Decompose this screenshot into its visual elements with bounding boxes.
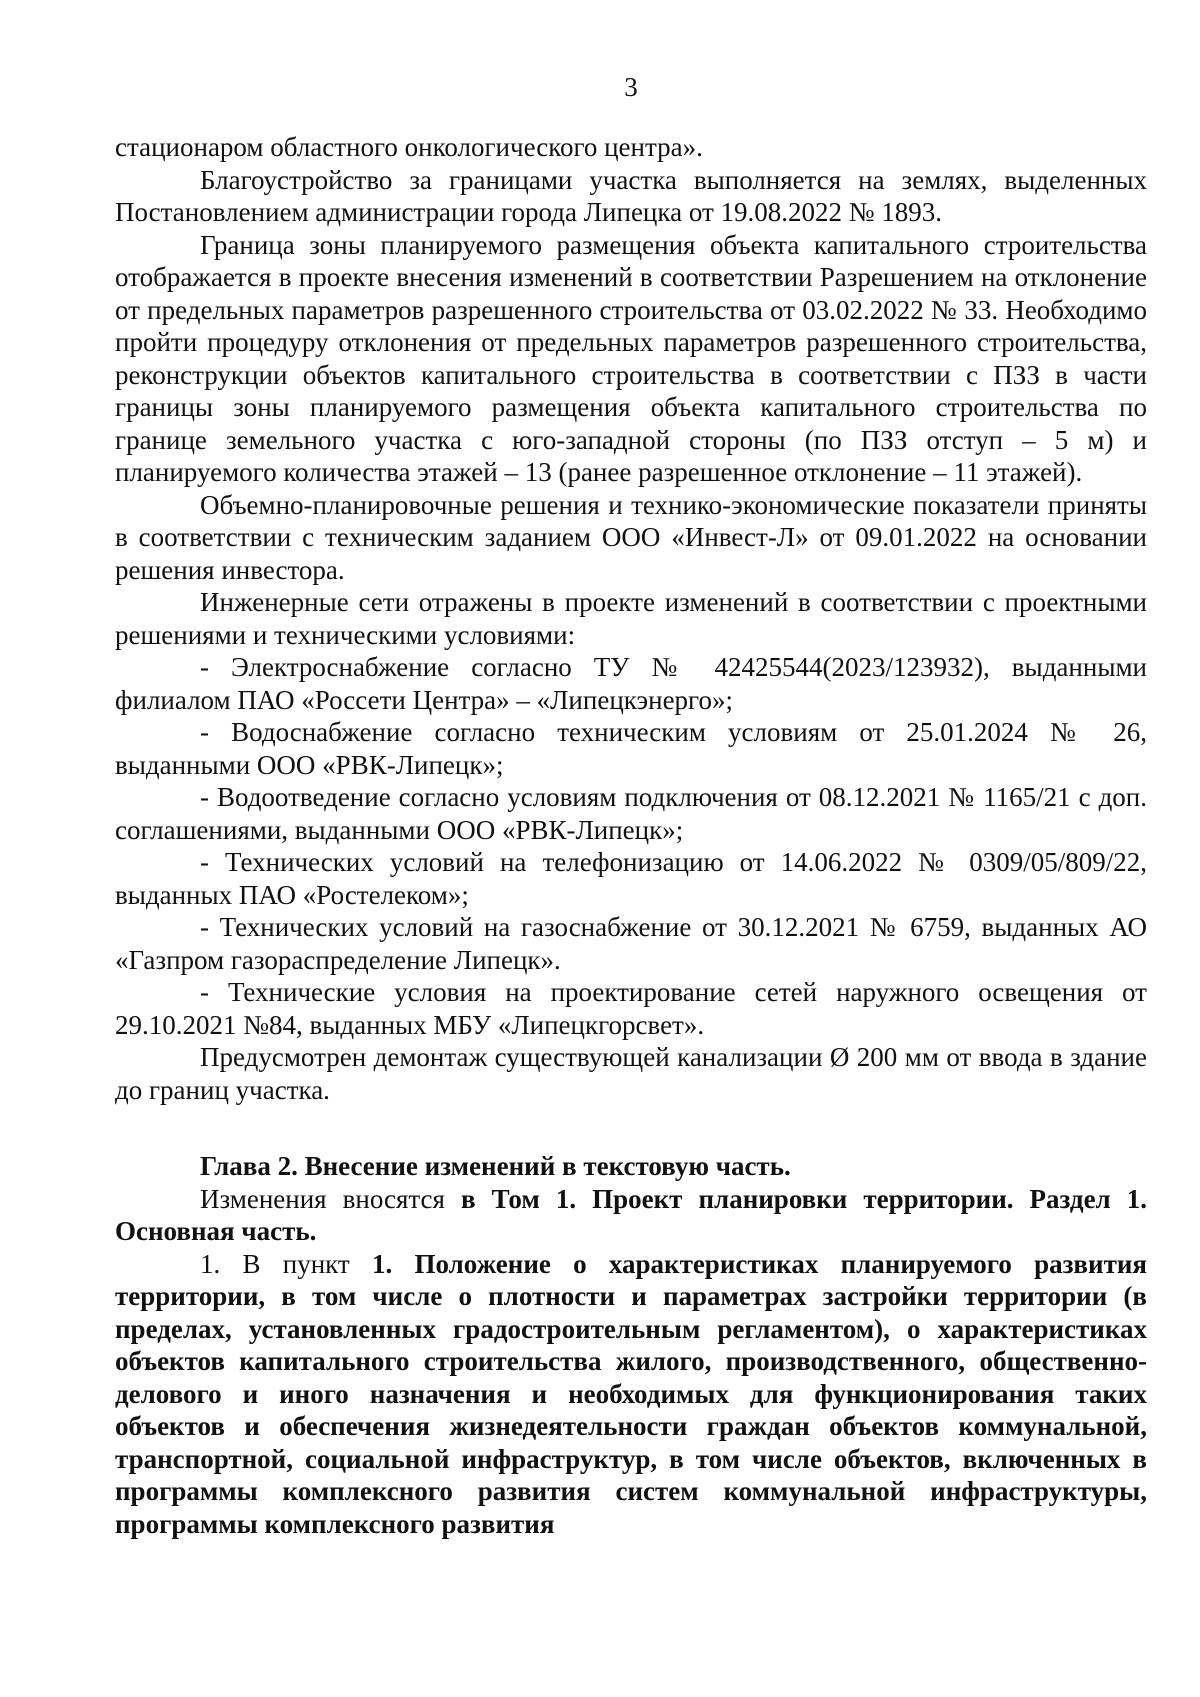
- chapter-intro: [115, 1183, 1147, 1248]
- list-item-sewerage: - Водоотведение согласно условиям подключения от 08.12.2021 № 1165/21 с доп. соглашениями, выданными ООО «РВК-Липецк»;: [115, 782, 1147, 845]
- list-item-street-lighting: - Технические условия на проектирование сетей наружного освещения от 29.10.2021 №84, выданных МБУ «Липецкгорсвет».: [115, 977, 1147, 1040]
- list-item-water-supply: - Водоснабжение согласно техническим условиям от 25.01.2024 № 26, выданными ООО «РВК-Липецк»;: [115, 717, 1147, 780]
- page-number: 3: [624, 72, 638, 102]
- list-item-electricity: - Электроснабжение согласно ТУ № 42425544(2023/123932), выданными филиалом ПАО «Россети Центра» – «Липецкэнерго»;: [115, 652, 1147, 715]
- chapter-intro-volume: в Том 1. Проект планировки территории. Раздел 1. Основная часть.: [115, 1183, 1147, 1246]
- paragraph-planning-solutions: Объемно-планировочные решения и технико-экономические показатели приняты в соответствии с техническим заданием ООО «Инвест-Л» от 09.01.2022 на основании решения инвестора.: [115, 489, 1147, 585]
- chapter-item-1-title: 1. Положение о характеристиках планируемого развития территории, в том числе о плотности и параметрах застройки территории (в пределах, установленных градостроительным регламентом), о характеристиках объектов капитального строительства жилого, производственного, общественно-делового и иного назначения и необходимых для функционирования таких объектов и обеспечения жизнедеятельности граждан объектов коммунальной, транспортной, социальной инфраструктур, в том числе объектов, включенных в программы комплексного развития систем коммунальной инфраструктуры, программы комплексного развития: [115, 1248, 1148, 1539]
- chapter-heading: Глава 2. Внесение изменений в текстовую часть.: [200, 1151, 791, 1181]
- chapter-item-1-prefix: 1. В пункт: [200, 1248, 372, 1279]
- document-page: [115, 72, 1147, 1540]
- paragraph-continuation: стационаром областного онкологического центра».: [115, 132, 703, 162]
- paragraph-landscaping: Благоустройство за границами участка выполняется на землях, выделенных Постановлением администрации города Липецка от 19.08.2022 № 1893.: [115, 164, 1147, 227]
- spacer: [115, 1106, 1147, 1150]
- list-item-gas-supply: - Технических условий на газоснабжение от 30.12.2021 № 6759, выданных АО «Газпром газораспределение Липецк».: [115, 912, 1147, 975]
- paragraph-engineering-networks: Инженерные сети отражены в проекте изменений в соответствии с проектными решениями и техническими условиями:: [115, 587, 1147, 650]
- paragraph-zone-boundary: Граница зоны планируемого размещения объекта капитального строительства отображается в проекте внесения изменений в соответствии Разрешением на отклонение от предельных параметров разрешенного строительства от 03.02.2022 № 33. Необходимо пройти процедуру отклонения от предельных параметров разрешенного строительства, реконструкции объектов капитального строительства в соответствии с ПЗЗ в части границы зоны планируемого размещения объекта капитального строительства по границе земельного участка с юго-западной стороны (по ПЗЗ отступ – 5 м) и планируемого количества этажей – 13 (ранее разрешенное отклонение – 11 этажей).: [115, 229, 1147, 487]
- chapter-intro-text: Изменения вносятся: [200, 1183, 461, 1214]
- paragraph-dismantling: Предусмотрен демонтаж существующей канализации Ø 200 мм от ввода в здание до границ участка.: [115, 1042, 1147, 1105]
- chapter-item-1: [115, 1248, 1147, 1541]
- list-item-telephony: - Технических условий на телефонизацию от 14.06.2022 № 0309/05/809/22, выданных ПАО «Ростелеком»;: [115, 847, 1147, 910]
